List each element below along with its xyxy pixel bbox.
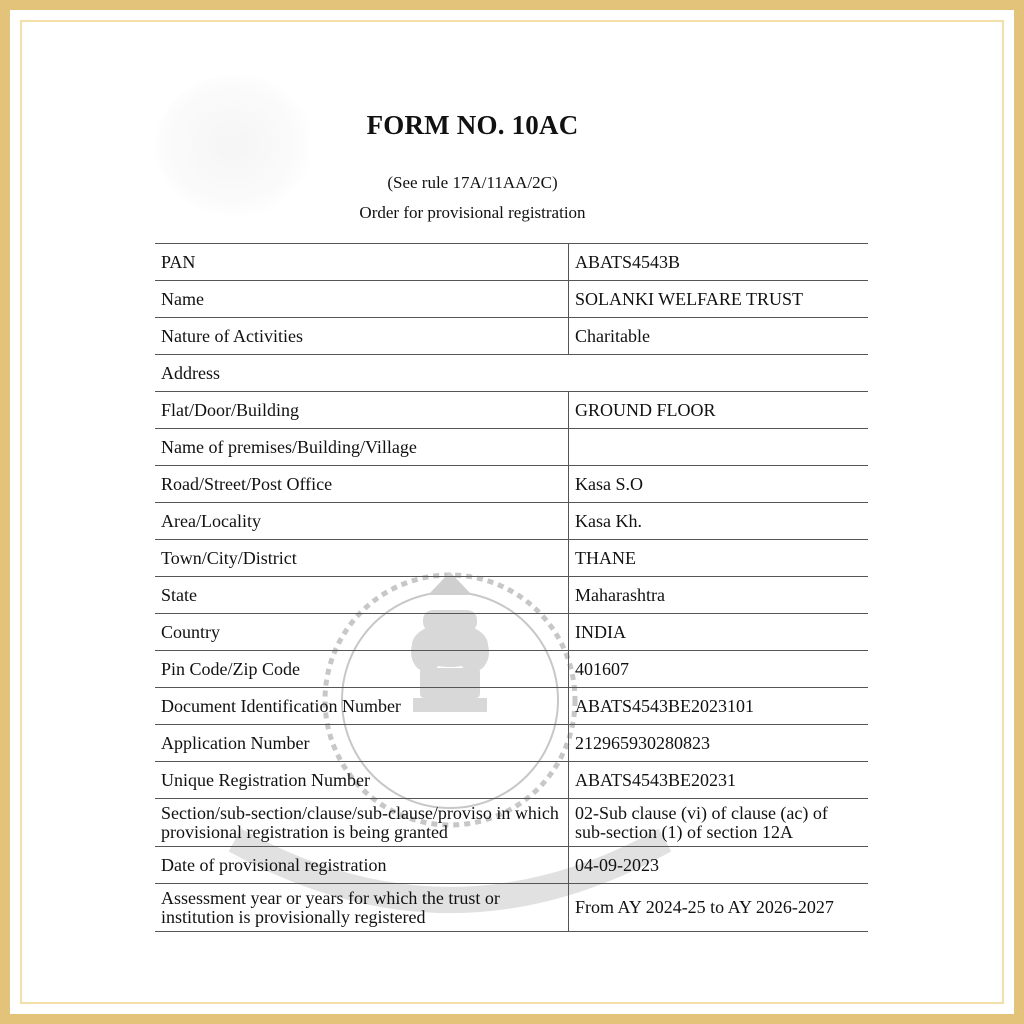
row-label-din: Document Identification Number xyxy=(155,688,569,725)
row-label-pan: PAN xyxy=(155,244,569,281)
table-row-address-heading xyxy=(155,355,868,392)
form-order-caption: Order for provisional registration xyxy=(359,203,586,222)
faded-logo-mark xyxy=(155,75,310,215)
row-label-name: Name xyxy=(155,281,569,318)
table-row xyxy=(155,466,868,503)
table-row xyxy=(155,318,868,355)
table-row xyxy=(155,244,868,281)
row-value-country: INDIA xyxy=(569,614,869,651)
table-row xyxy=(155,799,868,847)
row-value-name: SOLANKI WELFARE TRUST xyxy=(569,281,869,318)
table-row xyxy=(155,651,868,688)
row-value-application-number: 212965930280823 xyxy=(569,725,869,762)
row-label-road: Road/Street/Post Office xyxy=(155,466,569,503)
row-value-town: THANE xyxy=(569,540,869,577)
row-label-application-number: Application Number xyxy=(155,725,569,762)
form-title: FORM NO. 10AC xyxy=(366,110,579,140)
row-value-assessment-year: From AY 2024-25 to AY 2026-2027 xyxy=(569,884,869,932)
row-value-urn: ABATS4543BE20231 xyxy=(569,762,869,799)
row-label-flat: Flat/Door/Building xyxy=(155,392,569,429)
table-row xyxy=(155,577,868,614)
row-value-nature: Charitable xyxy=(569,318,869,355)
table-row xyxy=(155,847,868,884)
table-row xyxy=(155,762,868,799)
table-row xyxy=(155,429,868,466)
table-row xyxy=(155,392,868,429)
row-label-area: Area/Locality xyxy=(155,503,569,540)
form-rule-reference: (See rule 17A/11AA/2C) xyxy=(387,173,558,192)
row-value-premises xyxy=(569,429,869,466)
table-row xyxy=(155,503,868,540)
row-label-section: Section/sub-section/clause/sub-clause/proviso in which provisional registration is being granted xyxy=(155,799,569,847)
row-label-assessment-year: Assessment year or years for which the trust or institution is provisionally registered xyxy=(155,884,569,932)
row-label-town: Town/City/District xyxy=(155,540,569,577)
table-row xyxy=(155,688,868,725)
row-value-date: 04-09-2023 xyxy=(569,847,869,884)
row-value-area: Kasa Kh. xyxy=(569,503,869,540)
row-label-address: Address xyxy=(155,355,868,392)
row-label-state: State xyxy=(155,577,569,614)
row-label-country: Country xyxy=(155,614,569,651)
row-value-pincode: 401607 xyxy=(569,651,869,688)
row-value-state: Maharashtra xyxy=(569,577,869,614)
row-value-pan: ABATS4543B xyxy=(569,244,869,281)
row-label-nature: Nature of Activities xyxy=(155,318,569,355)
row-value-flat: GROUND FLOOR xyxy=(569,392,869,429)
table-row xyxy=(155,725,868,762)
row-value-section: 02-Sub clause (vi) of clause (ac) of sub-section (1) of section 12A xyxy=(569,799,869,847)
row-value-din: ABATS4543BE2023101 xyxy=(569,688,869,725)
table-row xyxy=(155,281,868,318)
row-label-pincode: Pin Code/Zip Code xyxy=(155,651,569,688)
table-row xyxy=(155,614,868,651)
table-row xyxy=(155,540,868,577)
registration-details-table xyxy=(155,243,868,932)
row-label-premises: Name of premises/Building/Village xyxy=(155,429,569,466)
row-label-urn: Unique Registration Number xyxy=(155,762,569,799)
row-label-date: Date of provisional registration xyxy=(155,847,569,884)
table-row xyxy=(155,884,868,932)
row-value-road: Kasa S.O xyxy=(569,466,869,503)
